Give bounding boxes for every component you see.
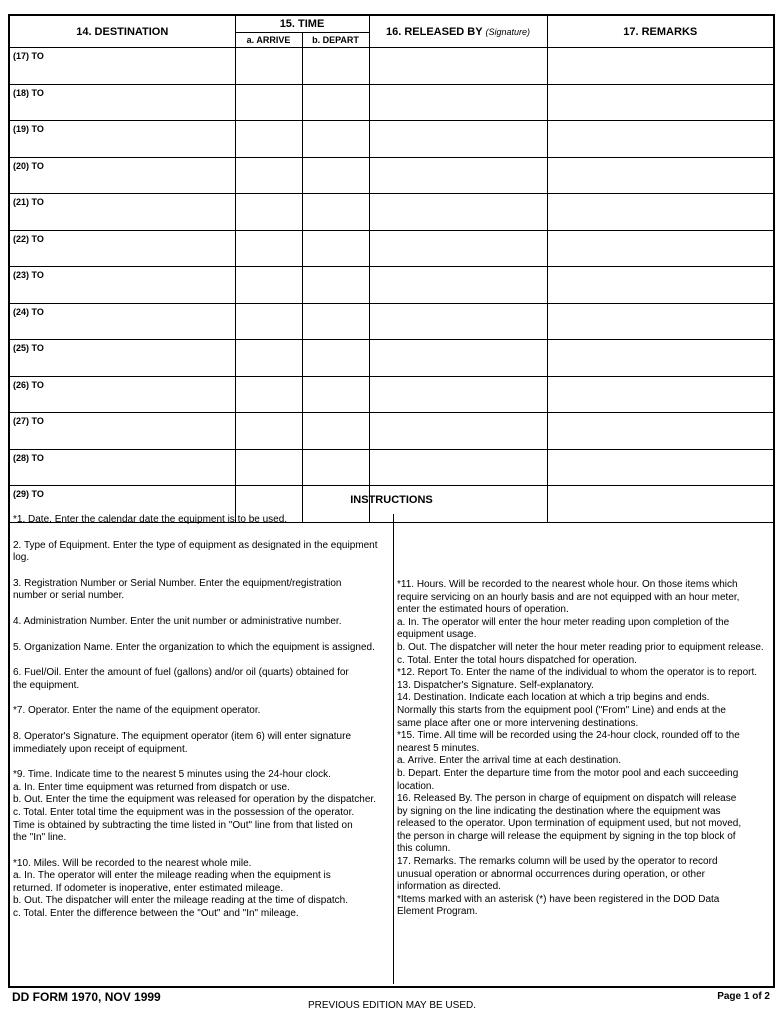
instruction-line: require servicing on an hourly basis and are not equipped with an hour meter,: [397, 591, 740, 603]
released-by-header: [369, 16, 547, 48]
instruction-line: a. In. The operator will enter the mileage reading when the equipment is: [13, 870, 331, 882]
instruction-line: the equipment.: [13, 679, 80, 691]
arrive-cell[interactable]: [235, 413, 302, 450]
instruction-paragraph: [13, 769, 393, 845]
instructions-title: INSTRUCTIONS: [350, 494, 433, 506]
instruction-line: immediately upon receipt of equipment.: [13, 743, 188, 755]
instruction-line: c. Total. Enter total time the equipment was in the possession of the operator.: [13, 806, 355, 818]
remarks-cell[interactable]: [547, 157, 773, 194]
form-frame: [8, 14, 775, 988]
destination-row: [10, 194, 773, 231]
depart-cell[interactable]: [302, 194, 369, 231]
destination-cell[interactable]: (20) TO: [10, 157, 235, 194]
destination-cell[interactable]: (27) TO: [10, 413, 235, 450]
instruction-line: this column.: [397, 843, 451, 855]
released-by-cell[interactable]: [369, 48, 547, 85]
released-by-cell[interactable]: [369, 303, 547, 340]
instruction-line: b. Out. Enter the time the equipment was released for operation by the dispatcher.: [13, 794, 376, 806]
instruction-paragraph: [13, 731, 393, 756]
arrive-cell[interactable]: [235, 84, 302, 121]
instruction-line: 6. Fuel/Oil. Enter the amount of fuel (gallons) and/or oil (quarts) obtained for: [13, 667, 349, 679]
destination-cell[interactable]: (22) TO: [10, 230, 235, 267]
instructions-right-column: [397, 579, 773, 919]
released-by-cell[interactable]: [369, 376, 547, 413]
destination-cell[interactable]: (18) TO: [10, 84, 235, 121]
arrive-cell[interactable]: [235, 121, 302, 158]
instruction-line: a. Arrive. Enter the arrival time at each destination.: [397, 755, 621, 767]
instruction-line: b. Out. The dispatcher will neter the hour meter reading prior to equipment release.: [397, 641, 764, 653]
depart-cell[interactable]: [302, 84, 369, 121]
depart-header: b. DEPART: [302, 33, 369, 48]
instruction-line: 16. Released By. The person in charge of equipment on dispatch will release: [397, 793, 737, 805]
instruction-line: *7. Operator. Enter the name of the equipment operator.: [13, 705, 261, 717]
destination-cell[interactable]: (23) TO: [10, 267, 235, 304]
instruction-line: *12. Report To. Enter the name of the individual to whom the operator is to report.: [397, 667, 758, 679]
destination-cell[interactable]: (29) TO: [10, 486, 235, 523]
instruction-line: Element Program.: [397, 906, 478, 918]
time-header: 15. TIME: [235, 16, 369, 33]
arrive-header: a. ARRIVE: [235, 33, 302, 48]
instruction-paragraph: [13, 705, 393, 718]
depart-cell[interactable]: [302, 121, 369, 158]
instruction-line: a. In. The operator will enter the hour meter reading upon completion of the: [397, 616, 730, 628]
instruction-paragraph: [13, 858, 393, 921]
destination-table: [10, 16, 773, 523]
instruction-paragraph: [13, 540, 393, 565]
released-by-cell[interactable]: [369, 84, 547, 121]
signature-note: (Signature): [485, 26, 530, 37]
released-by-cell[interactable]: [369, 157, 547, 194]
arrive-cell[interactable]: [235, 157, 302, 194]
remarks-cell[interactable]: [547, 376, 773, 413]
destination-row: [10, 413, 773, 450]
instruction-line: *Items marked with an asterisk (*) have been registered in the DOD Data: [397, 893, 720, 905]
destination-cell[interactable]: (25) TO: [10, 340, 235, 377]
depart-cell[interactable]: [302, 413, 369, 450]
instruction-line: c. Total. Enter the total hours dispatched for operation.: [397, 654, 637, 666]
instruction-line: a. In. Enter time equipment was returned from dispatch or use.: [13, 781, 290, 793]
instructions-left-column: [13, 514, 393, 934]
instruction-paragraph: [13, 578, 393, 603]
released-by-cell[interactable]: [369, 449, 547, 486]
remarks-header: 17. REMARKS: [547, 16, 773, 48]
instruction-line: by signing on the line indicating the destination where the equipment was: [397, 805, 721, 817]
destination-cell[interactable]: (19) TO: [10, 121, 235, 158]
depart-cell[interactable]: [302, 449, 369, 486]
arrive-cell[interactable]: [235, 303, 302, 340]
depart-cell[interactable]: [302, 340, 369, 377]
instruction-line: b. Depart. Enter the departure time from the motor pool and each succeeding location.: [397, 767, 739, 792]
released-by-cell[interactable]: [369, 121, 547, 158]
instruction-line: same place after one or more intervening destinations.: [397, 717, 639, 729]
remarks-cell[interactable]: [547, 194, 773, 231]
arrive-cell[interactable]: [235, 48, 302, 85]
destination-row: [10, 340, 773, 377]
released-by-label: 16. RELEASED BY: [386, 25, 483, 38]
destination-row: [10, 84, 773, 121]
instruction-line: nearest 5 minutes.: [397, 742, 480, 754]
instruction-line: equipment usage.: [397, 629, 477, 641]
remarks-cell[interactable]: [547, 267, 773, 304]
destination-cell[interactable]: (24) TO: [10, 303, 235, 340]
remarks-cell[interactable]: [547, 449, 773, 486]
destination-cell[interactable]: (21) TO: [10, 194, 235, 231]
destination-row: [10, 376, 773, 413]
instruction-paragraph: [13, 514, 393, 527]
instruction-line: 2. Type of Equipment. Enter the type of equipment as designated in the equipment log.: [13, 539, 378, 564]
destination-row: [10, 157, 773, 194]
released-by-cell[interactable]: [369, 230, 547, 267]
instruction-line: information as directed.: [397, 881, 501, 893]
instruction-line: unusual operation or abnormal occurrences during operation, or other: [397, 868, 705, 880]
instruction-line: 4. Administration Number. Enter the unit number or administrative number.: [13, 615, 342, 627]
instruction-line: 3. Registration Number or Serial Number. Enter the equipment/registration: [13, 577, 342, 589]
instruction-line: *15. Time. All time will be recorded using the 24-hour clock, rounded off to the: [397, 730, 740, 742]
released-by-cell[interactable]: [369, 267, 547, 304]
column-divider: [393, 514, 394, 984]
depart-cell[interactable]: [302, 48, 369, 85]
instruction-line: *11. Hours. Will be recorded to the nearest whole hour. On those items which: [397, 579, 738, 590]
instruction-line: *9. Time. Indicate time to the nearest 5 minutes using the 24-hour clock.: [13, 769, 331, 781]
destination-row: [10, 303, 773, 340]
remarks-cell[interactable]: [547, 48, 773, 85]
instruction-line: *1. Date. Enter the calendar date the equipment is to be used.: [13, 514, 288, 525]
destination-cell[interactable]: (26) TO: [10, 376, 235, 413]
instruction-line: returned. If odometer is inoperative, enter estimated mileage.: [13, 882, 284, 894]
depart-cell[interactable]: [302, 267, 369, 304]
instruction-paragraph: [13, 667, 393, 692]
form-id: DD FORM 1970, NOV 1999: [12, 990, 161, 1004]
depart-cell[interactable]: [302, 303, 369, 340]
destination-cell[interactable]: (17) TO: [10, 48, 235, 85]
remarks-cell[interactable]: [547, 340, 773, 377]
instruction-line: b. Out. The dispatcher will enter the mileage reading at the time of dispatch.: [13, 895, 348, 907]
released-by-cell[interactable]: [369, 413, 547, 450]
arrive-cell[interactable]: [235, 267, 302, 304]
instruction-line: 5. Organization Name. Enter the organization to which the equipment is assigned.: [13, 641, 375, 653]
instruction-paragraph: [13, 616, 393, 629]
destination-row: [10, 121, 773, 158]
instruction-line: 8. Operator's Signature. The equipment operator (item 6) will enter signature: [13, 730, 352, 742]
instruction-line: Normally this starts from the equipment pool ("From" Line) and ends at the: [397, 704, 726, 716]
instruction-line: the "In" line.: [13, 832, 67, 844]
remarks-cell[interactable]: [547, 230, 773, 267]
remarks-cell[interactable]: [547, 121, 773, 158]
instruction-line: 17. Remarks. The remarks column will be used by the operator to record: [397, 856, 718, 868]
remarks-cell[interactable]: [547, 303, 773, 340]
arrive-cell[interactable]: [235, 376, 302, 413]
depart-cell[interactable]: [302, 157, 369, 194]
remarks-cell[interactable]: [547, 413, 773, 450]
released-by-cell[interactable]: [369, 194, 547, 231]
instruction-paragraph: [13, 642, 393, 655]
instruction-line: the person in charge will release the equipment by signing in the top block of: [397, 830, 736, 842]
destination-header: 14. DESTINATION: [10, 16, 235, 48]
instruction-line: released to the operator. Upon termination of equipment used, but not moved,: [397, 818, 742, 830]
page-number: Page 1 of 2: [717, 991, 770, 1002]
destination-cell[interactable]: (28) TO: [10, 449, 235, 486]
instruction-line: enter the estimated hours of operation.: [397, 604, 569, 616]
remarks-cell[interactable]: [547, 84, 773, 121]
instruction-line: 14. Destination. Indicate each location at which a trip begins and ends.: [397, 692, 710, 704]
arrive-cell[interactable]: [235, 340, 302, 377]
destination-row: [10, 267, 773, 304]
released-by-cell[interactable]: [369, 340, 547, 377]
instruction-line: *10. Miles. Will be recorded to the nearest whole mile.: [13, 857, 252, 869]
destination-row: [10, 449, 773, 486]
arrive-cell[interactable]: [235, 230, 302, 267]
depart-cell[interactable]: [302, 230, 369, 267]
destination-row: [10, 48, 773, 85]
arrive-cell[interactable]: [235, 449, 302, 486]
instruction-line: c. Total. Enter the difference between the "Out" and "In" mileage.: [13, 908, 299, 920]
edition-note: PREVIOUS EDITION MAY BE USED.: [308, 1000, 476, 1011]
depart-cell[interactable]: [302, 376, 369, 413]
instruction-line: 13. Dispatcher's Signature. Self-explanatory.: [397, 679, 594, 691]
instruction-line: Time is obtained by subtracting the time listed in "Out" line from that listed on: [13, 819, 353, 831]
destination-row: [10, 230, 773, 267]
arrive-cell[interactable]: [235, 194, 302, 231]
instruction-line: number or serial number.: [13, 590, 125, 602]
